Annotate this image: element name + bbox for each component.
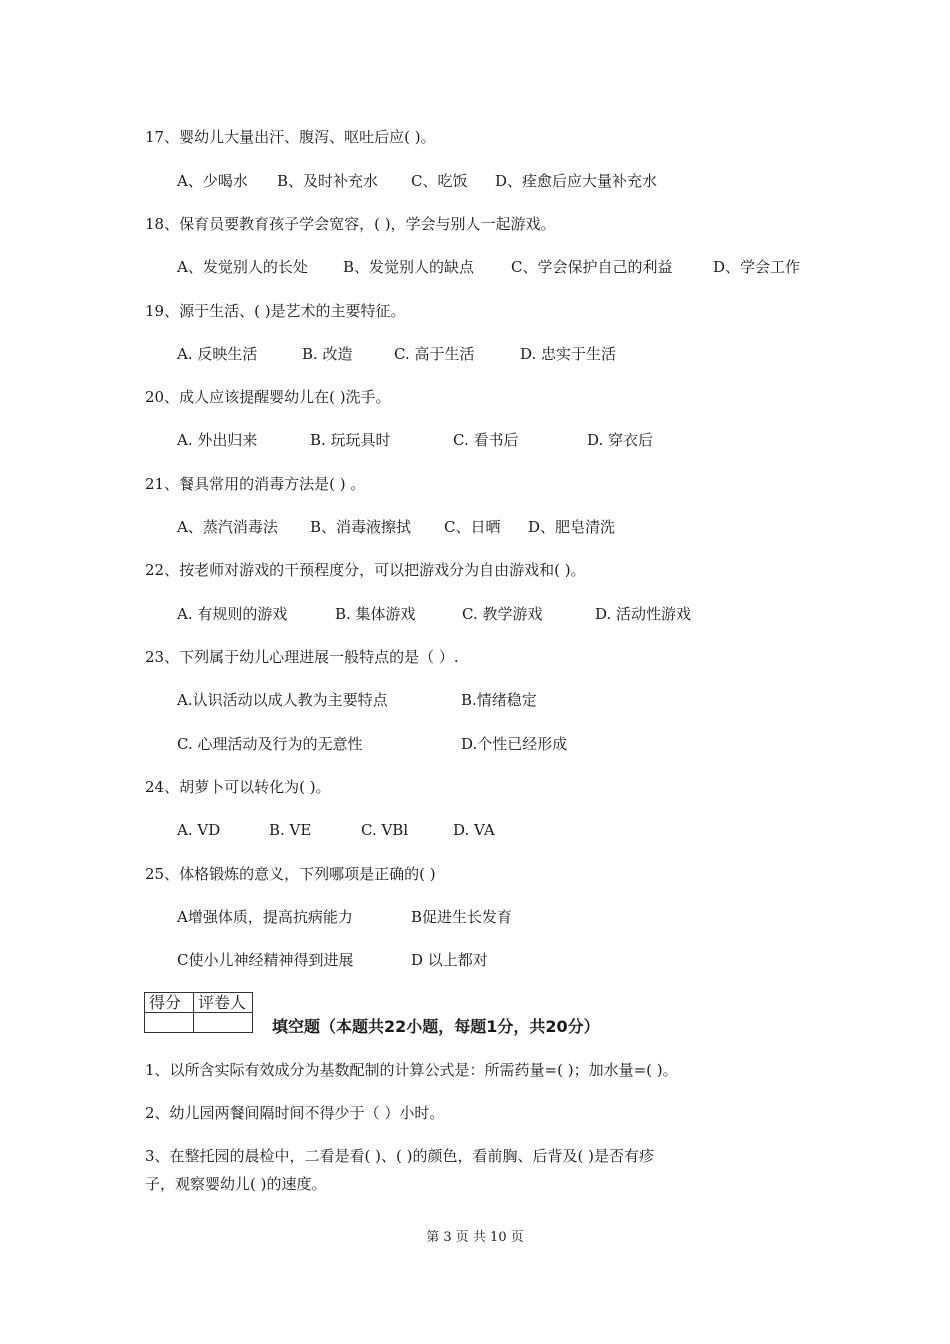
grader-label: 评卷人 xyxy=(194,993,253,1013)
question-24: 24、胡萝卜可以转化为( )。 xyxy=(145,778,331,796)
option-19-c: C. 高于生活 xyxy=(394,345,475,363)
question-25: 25、体格锻炼的意义，下列哪项是正确的( ) xyxy=(145,865,436,883)
option-18-a: A、发觉别人的长处 xyxy=(177,258,308,276)
option-17-a: A、少喝水 xyxy=(177,172,248,190)
option-19-d: D. 忠实于生活 xyxy=(520,345,617,363)
score-table xyxy=(144,992,253,1033)
option-17-c: C、吃饭 xyxy=(411,172,468,190)
option-17-b: B、及时补充水 xyxy=(277,172,379,190)
question-22: 22、按老师对游戏的干预程度分，可以把游戏分为自由游戏和( )。 xyxy=(145,561,586,579)
question-23: 23、下列属于幼儿心理进展一般特点的是（ ）. xyxy=(145,648,459,666)
option-25-b: B促进生长发育 xyxy=(411,908,513,926)
option-24-a: A. VD xyxy=(177,821,221,839)
score-cell[interactable] xyxy=(145,1013,194,1033)
fill-question-3-continued: 子，观察婴幼儿( )的速度。 xyxy=(145,1175,327,1193)
option-25-a: A增强体质，提高抗病能力 xyxy=(177,908,353,926)
option-22-b: B. 集体游戏 xyxy=(335,605,416,623)
option-19-b: B. 改造 xyxy=(302,345,353,363)
option-18-d: D、学会工作 xyxy=(713,258,801,276)
option-21-c: C、日晒 xyxy=(444,518,501,536)
option-17-d: D、痊愈后应大量补充水 xyxy=(495,172,658,190)
option-18-b: B、发觉别人的缺点 xyxy=(343,258,475,276)
option-22-d: D. 活动性游戏 xyxy=(595,605,692,623)
option-22-c: C. 教学游戏 xyxy=(462,605,543,623)
page-footer: 第 3 页 共 10 页 xyxy=(426,1230,524,1245)
option-24-c: C. VBl xyxy=(361,821,409,839)
option-18-c: C、学会保护自己的利益 xyxy=(511,258,673,276)
fill-question-1: 1、以所含实际有效成分为基数配制的计算公式是：所需药量=( )；加水量=( )。 xyxy=(145,1061,678,1079)
score-label: 得分 xyxy=(145,993,194,1013)
option-19-a: A. 反映生活 xyxy=(177,345,258,363)
option-23-c: C. 心理活动及行为的无意性 xyxy=(177,735,363,753)
question-20: 20、成人应该提醒婴幼儿在( )洗手。 xyxy=(145,388,391,406)
option-21-a: A、蒸汽消毒法 xyxy=(177,518,278,536)
grader-cell[interactable] xyxy=(194,1013,253,1033)
option-21-b: B、消毒液擦拭 xyxy=(310,518,412,536)
question-19: 19、源于生活、( )是艺术的主要特征。 xyxy=(145,302,406,320)
option-23-a: A.认识活动以成人教为主要特点 xyxy=(177,691,388,709)
option-20-b: B. 玩玩具时 xyxy=(310,431,391,449)
question-18: 18、保育员要教育孩子学会宽容，( )，学会与别人一起游戏。 xyxy=(145,215,556,233)
option-20-a: A. 外出归来 xyxy=(177,431,258,449)
option-20-d: D. 穿衣后 xyxy=(587,431,654,449)
option-23-d: D.个性已经形成 xyxy=(461,735,568,753)
option-20-c: C. 看书后 xyxy=(453,431,519,449)
option-24-d: D. VA xyxy=(453,821,495,839)
option-22-a: A. 有规则的游戏 xyxy=(177,605,288,623)
question-21: 21、餐具常用的消毒方法是( ) 。 xyxy=(145,475,366,493)
option-25-d: D 以上都对 xyxy=(411,951,488,969)
option-23-b: B.情绪稳定 xyxy=(461,691,537,709)
section-title: 填空题（本题共22小题，每题1分，共20分） xyxy=(272,1017,600,1036)
option-21-d: D、肥皂清洗 xyxy=(528,518,616,536)
option-24-b: B. VE xyxy=(269,821,312,839)
question-17: 17、婴幼儿大量出汗、腹泻、呕吐后应( )。 xyxy=(145,128,436,146)
option-25-c: C使小儿神经精神得到进展 xyxy=(177,951,354,969)
fill-question-2: 2、幼儿园两餐间隔时间不得少于（ ）小时。 xyxy=(145,1104,445,1122)
fill-question-3: 3、在整托园的晨检中，二看是看( )、( )的颜色，看前胸、后背及( )是否有疹 xyxy=(145,1147,654,1165)
